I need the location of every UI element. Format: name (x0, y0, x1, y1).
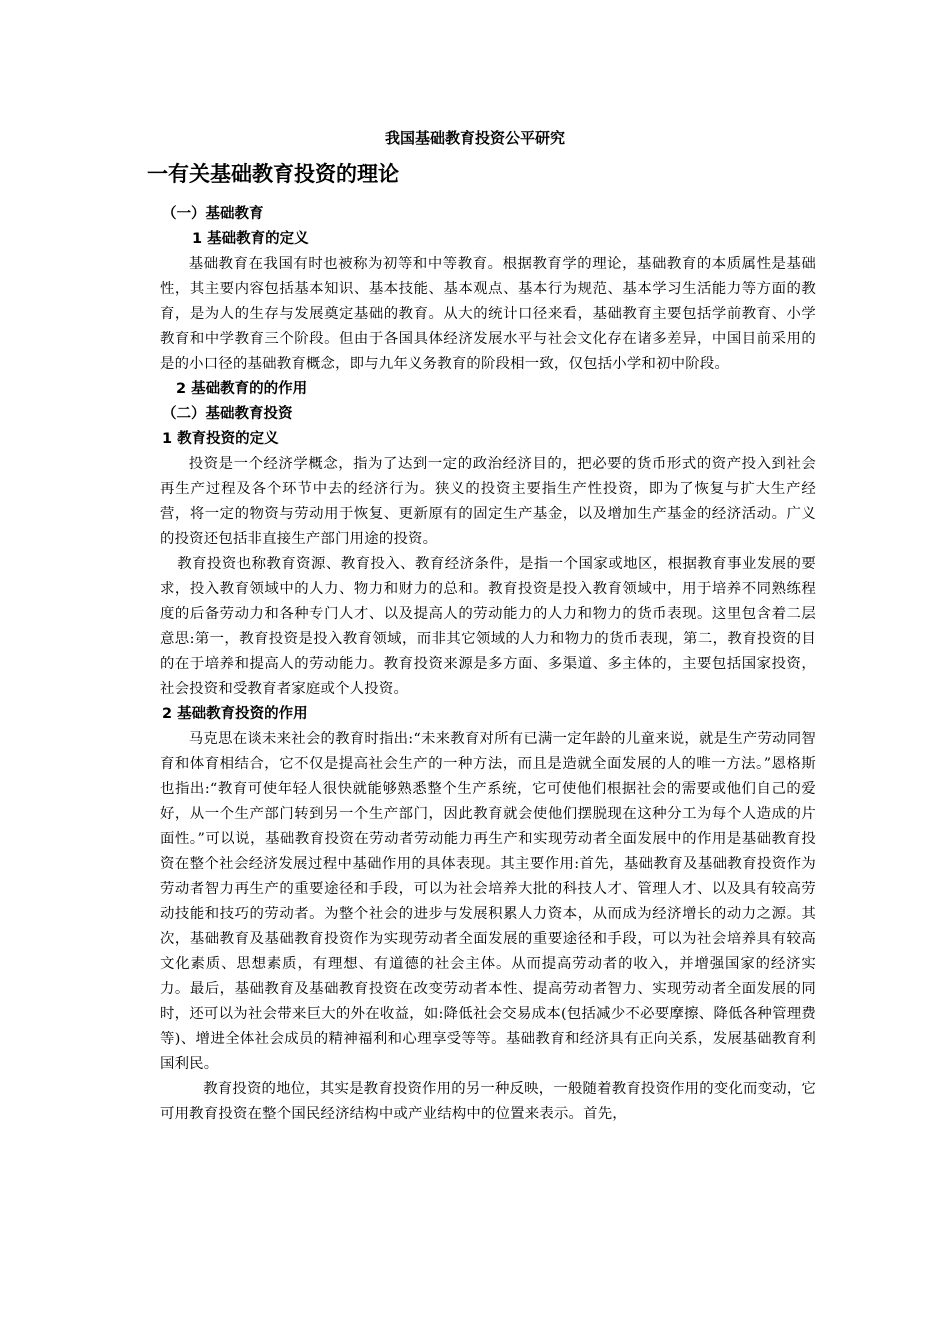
heading-basic-education-investment-role: 2 基础教育投资的作用 (162, 706, 308, 722)
document-body (160, 202, 816, 1127)
section-heading-theory: 一有关基础教育投资的理论 (147, 162, 399, 186)
paragraph-investment-status: 教育投资的地位，其实是教育投资作用的另一种反映，一般随着教育投资作用的变化而变动，它可用教育投资在整个国民经济结构中或产业结构中的位置来表示。首先， (160, 1081, 816, 1122)
heading-basic-education-definition: 1 基础教育的定义 (192, 231, 309, 247)
paragraph-investment-concept: 投资是一个经济学概念，指为了达到一定的政治经济目的，把必要的货币形式的资产投入到社会再生产过程及各个环节中去的经济行为。狭义的投资主要指生产性投资，即为了恢复与扩大生产经营，将一定的物资与劳动用于恢复、更新原有的固定生产基金，以及增加生产基金的经济活动。广义的投资还包括非直接生产部门用途的投资。 (160, 456, 816, 547)
paragraph-education-investment-concept: 教育投资也称教育资源、教育投入、教育经济条件，是指一个国家或地区，根据教育事业发展的要求，投入教育领域中的人力、物力和财力的总和。教育投资是投入教育领域中，用于培养不同熟练程度的后备劳动力和各种专门人才、以及提高人的劳动能力的人力和物力的货币表现。这里包含着二层意思:第一，教育投资是投入教育领域，而非其它领域的人力和物力的货币表现，第二，教育投资的目的在于培养和提高人的劳动能力。教育投资来源是多方面、多渠道、多主体的，主要包括国家投资，社会投资和受教育者家庭或个人投资。 (160, 556, 816, 697)
paragraph-basic-education-definition: 基础教育在我国有时也被称为初等和中等教育。根据教育学的理论，基础教育的本质属性是基础性，其主要内容包括基本知识、基本技能、基本观点、基本行为规范、基本学习生活能力等方面的教育，是为人的生存与发展奠定基础的教育。从大的统计口径来看，基础教育主要包括学前教育、小学教育和中学教育三个阶段。但由于各国具体经济发展水平与社会文化存在诸多差异，中国目前采用的是的小口径的基础教育概念，即与九年义务教育的阶段相一致，仅包括小学和初中阶段。 (160, 256, 816, 372)
document-title: 我国基础教育投资公平研究 (384, 129, 565, 147)
subsection-heading-basic-education: （一）基础教育 (162, 206, 264, 222)
heading-basic-education-role: 2 基础教育的的作用 (176, 381, 308, 397)
subsection-heading-basic-education-investment: （二）基础教育投资 (162, 406, 293, 422)
paragraph-marx-engels-quote: 马克思在谈未来社会的教育时指出:“未来教育对所有已满一定年龄的儿童来说，就是生产劳动同智育和体育相结合，它不仅是提高社会生产的一种方法，而且是造就全面发展的人的唯一方法。”恩格斯也指出:“教育可使年轻人很快就能够熟悉整个生产系统，它可使他们根据社会的需要或他们自己的爱好，从一个生产部门转到另一个生产部门，因此教育就会使他们摆脱现在这种分工为每个人造成的片面性。”可以说，基础教育投资在劳动者劳动能力再生产和实现劳动者全面发展中的作用是基础教育投资在整个社会经济发展过程中基础作用的具体表现。其主要作用:首先，基础教育及基础教育投资作为劳动者智力再生产的重要途径和手段，可以为社会培养大批的科技人才、管理人才、以及具有较高劳动技能和技巧的劳动者。为整个社会的进步与发展积累人力资本，从而成为经济增长的动力之源。其次，基础教育及基础教育投资作为实现劳动者全面发展的重要途径和手段，可以为社会培养具有较高文化素质、思想素质，有理想、有道德的社会主体。从而提高劳动者的收入，并增强国家的经济实力。最后，基础教育及基础教育投资在改变劳动者本性、提高劳动者智力、实现劳动者全面发展的同时，还可以为社会带来巨大的外在收益，如:降低社会交易成本(包括减少不必要摩擦、降低各种管理费等)、增进全体社会成员的精神福利和心理享受等等。基础教育和经济具有正向关系，发展基础教育利国利民。 (160, 731, 816, 1072)
heading-education-investment-definition: 1 教育投资的定义 (162, 431, 279, 447)
